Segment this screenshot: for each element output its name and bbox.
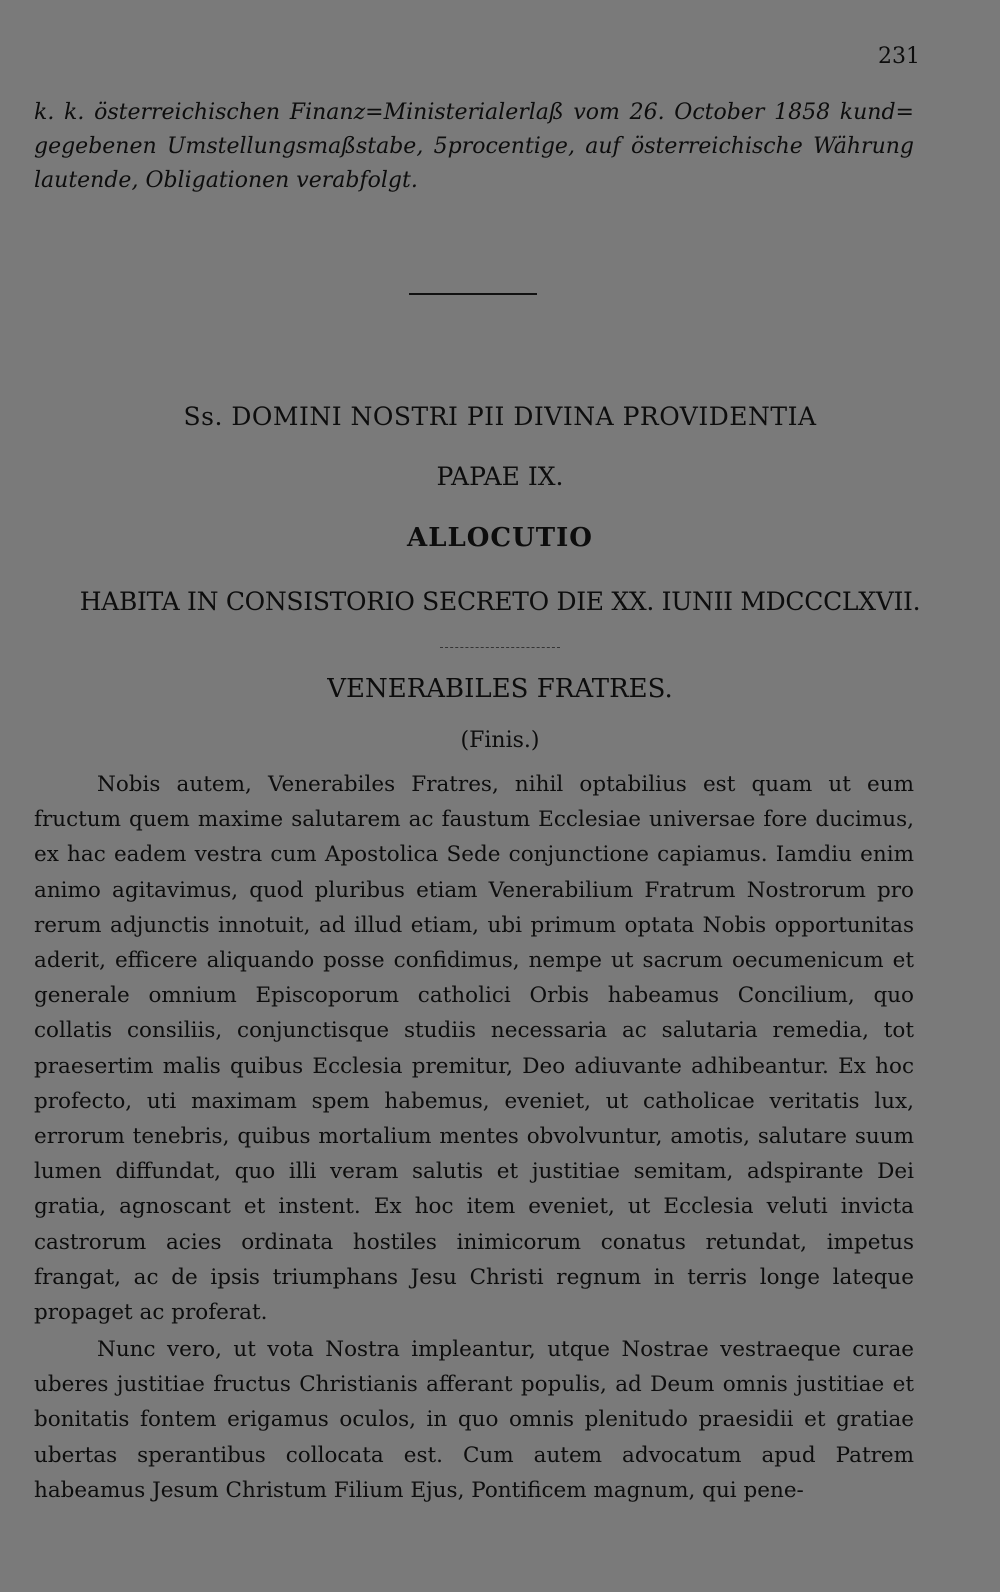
paragraph-text: Nunc vero, ut vota Nostra impleantur, utque Nostrae vestraeque curae uberes justitiae fructus Christianis afferant populis, ad Deum omnis justitiae et bonitatis fontem erigamus oculos, in quo omnis plenitudo praesidii et gratiae ubertas sperantibus collocata est. Cum autem advocatum apud Patrem habeamus Jesum Christum Filium Ejus, Pontificem magnum, qui pene- xyxy=(34,1337,914,1503)
page-number: 231 xyxy=(878,44,920,69)
fraktur-text-block: k. k. österreichischen Finanz=Ministerialerlaß vom 26. October 1858 kund= gegebenen Umstellungsmaßstabe, 5procentige, auf österreichische Währung lautende, Obligationen verabfolgt. xyxy=(34,100,914,193)
body-paragraph-2 xyxy=(34,1332,914,1508)
heading-consistory: HABITA IN CONSISTORIO SECRETO DIE XX. IUNII MDCCCLXVII. xyxy=(79,587,921,616)
heading-salutation: VENERABILES FRATRES. xyxy=(327,674,673,704)
body-paragraph-1 xyxy=(34,767,914,1330)
heading-pope: PAPAE IX. xyxy=(436,462,564,491)
ornament-divider xyxy=(440,647,560,652)
heading-title: Ss. DOMINI NOSTRI PII DIVINA PROVIDENTIA xyxy=(183,402,817,431)
section-divider xyxy=(409,293,537,295)
paragraph-text: Nobis autem, Venerabiles Fratres, nihil optabilius est quam ut eum fructum quem maxime salutarem ac faustum Ecclesiae universae fore ducimus, ex hac eadem vestra cum Apostolica Sede conjunctione capiamus. Iamdiu enim animo agitavimus, quod pluribus etiam Venerabilium Fratrum Nostrorum pro rerum adjunctis innotuit, ad illud etiam, ubi primum optata Nobis opportunitas aderit, efficere aliquando posse confidimus, nempe ut sacrum oecumenicum et generale omnium Episcoporum catholici Orbis habeamus Concilium, quo collatis consiliis, conjunctisque studiis necessaria ac salutaria remedia, tot praesertim malis quibus Ecclesia premitur, Deo adiuvante adhibeantur. Ex hoc profecto, uti maximam spem habemus, eveniet, ut catholicae veritatis lux, errorum tenebris, quibus mortalium mentes obvolvuntur, amotis, salutare suum lumen diffundat, quo illi veram salutis et justitiae semitam, adspirante Dei gratia, agnoscant et instent. Ex hoc item eveniet, ut Ecclesia veluti invicta castrorum acies ordinata hostiles inimicorum conatus retundat, impetus frangat, ac de ipsis triumphans Jesu Christi regnum in terris longe lateque propaget ac proferat. xyxy=(34,772,914,1326)
heading-finis: (Finis.) xyxy=(460,728,540,753)
heading-allocutio: ALLOCUTIO xyxy=(407,523,593,553)
